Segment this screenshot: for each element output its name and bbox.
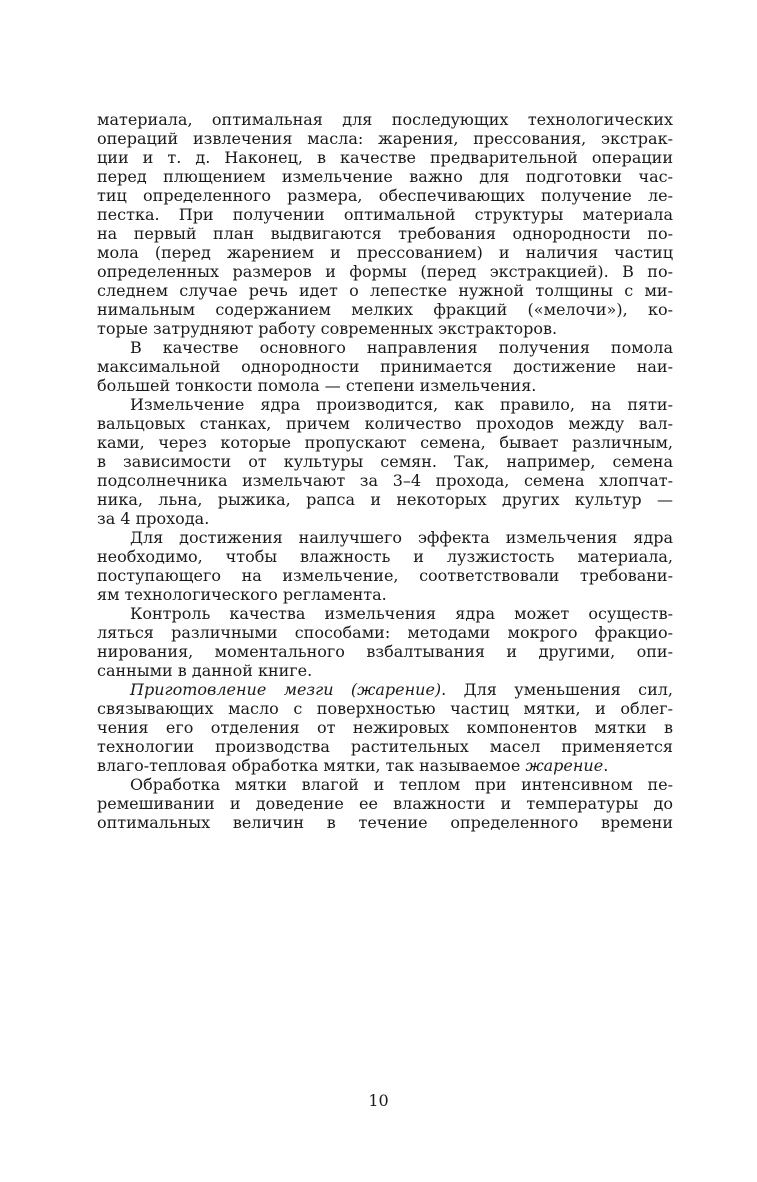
text-line: необходимо, чтобы влажность и лузжистость материала,	[97, 547, 673, 566]
text-line: материала, оптимальная для последующих технологических	[97, 110, 673, 129]
text-line: Контроль качества измельчения ядра может осуществ-	[130, 604, 673, 623]
text-fragment: влаго-тепловая обработка мятки, так называемое	[97, 756, 526, 775]
section-heading: Приготовление мезги (жарение)	[130, 680, 442, 699]
text-line: технологии производства растительных масел применяется	[97, 737, 673, 756]
page-number: 10	[368, 1091, 389, 1110]
text-line: пестка. При получении оптимальной структуры материала	[97, 205, 673, 224]
text-line: вальцовых станках, причем количество проходов между вал-	[97, 414, 673, 433]
page-body	[97, 110, 673, 832]
text-line: ям технологического регламента.	[97, 585, 387, 604]
paragraph-2	[97, 338, 673, 395]
text-line: санными в данной книге.	[97, 661, 313, 680]
text-line: В качестве основного направления получения помола	[130, 338, 673, 357]
text-line: ника, льна, рыжика, рапса и некоторых других культур —	[97, 490, 673, 509]
paragraph-7	[97, 775, 673, 832]
text-fragment: .	[603, 756, 609, 775]
text-line: чения его отделения от нежировых компонентов мятки в	[97, 718, 673, 737]
paragraph-4	[97, 528, 673, 604]
italic-term: жарение	[525, 756, 604, 775]
text-line: мола (перед жарением и прессованием) и наличия частиц	[97, 243, 673, 262]
text-line: торые затрудняют работу современных экстракторов.	[97, 319, 558, 338]
text-line: ляться различными способами: методами мокрого фракцио-	[97, 623, 673, 642]
text-line: следнем случае речь идет о лепестке нужной толщины с ми-	[97, 281, 673, 300]
text-line: большей тонкости помола — степени измельчения.	[97, 376, 537, 395]
text-line: ремешивании и доведение ее влажности и температуры до	[97, 794, 673, 813]
text-line	[97, 680, 673, 699]
text-line: Обработка мятки влагой и теплом при интенсивном пе-	[130, 775, 673, 794]
text-line: Измельчение ядра производится, как правило, на пяти-	[130, 395, 673, 414]
text-line	[97, 756, 673, 775]
text-line: в зависимости от культуры семян. Так, например, семена	[97, 452, 673, 471]
paragraph-1	[97, 110, 673, 338]
paragraph-6	[97, 680, 673, 775]
paragraph-5	[97, 604, 673, 680]
text-line: за 4 прохода.	[97, 509, 210, 528]
text-line: Для достижения наилучшего эффекта измельчения ядра	[130, 528, 673, 547]
text-line: нимальным содержанием мелких фракций («мелочи»), ко-	[97, 300, 673, 319]
text-line: на первый план выдвигаются требования однородности по-	[97, 224, 673, 243]
text-line: перед плющением измельчение важно для подготовки час-	[97, 167, 673, 186]
text-line: тиц определенного размера, обеспечивающих получение ле-	[97, 186, 673, 205]
text-line: подсолнечника измельчают за 3–4 прохода, семена хлопчат-	[97, 471, 673, 490]
text-line: максимальной однородности принимается достижение наи-	[97, 357, 673, 376]
paragraph-3	[97, 395, 673, 528]
text-line: связывающих масло с поверхностью частиц мятки, и облег-	[97, 699, 673, 718]
text-line: ками, через которые пропускают семена, бывает различным,	[97, 433, 673, 452]
text-fragment: . Для уменьшения сил,	[441, 680, 673, 699]
text-line: поступающего на измельчение, соответствовали требовани-	[97, 566, 673, 585]
text-line: операций извлечения масла: жарения, прессования, экстрак-	[97, 129, 673, 148]
text-line: определенных размеров и формы (перед экстракцией). В по-	[97, 262, 673, 281]
text-line: нирования, моментального взбалтывания и другими, опи-	[97, 642, 673, 661]
text-line: оптимальных величин в течение определенного времени	[97, 813, 673, 832]
text-line: ции и т. д. Наконец, в качестве предварительной операции	[97, 148, 673, 167]
